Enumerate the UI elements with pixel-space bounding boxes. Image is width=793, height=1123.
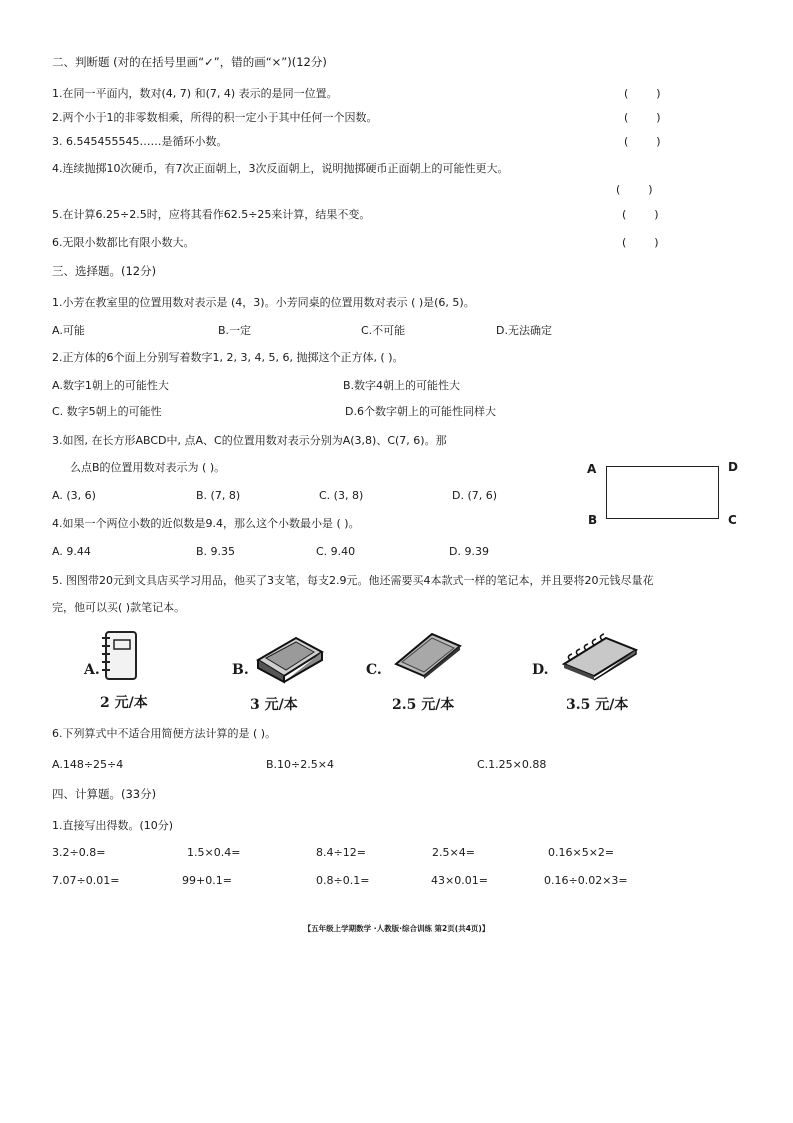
choice-q3-option-d[interactable]: D. (7, 6): [452, 489, 498, 502]
notebook-option-a-letter[interactable]: A.: [84, 662, 100, 678]
spiral-notebook-icon: [100, 630, 138, 682]
choice-q1: 1.小芳在教室里的位置用数对表示是 (4，3)。小芳同桌的位置用数对表示 ( )是(6, 5)。: [52, 296, 475, 309]
answer-paren[interactable]: ( ): [624, 111, 661, 124]
answer-paren[interactable]: ( ): [616, 183, 653, 196]
choice-q4-option-a[interactable]: A. 9.44: [52, 545, 91, 558]
judge-q3: 3. 6.545455545……是循环小数。: [52, 135, 228, 148]
judge-q5: 5.在计算6.25÷2.5时，应将其看作62.5÷25来计算，结果不变。: [52, 208, 371, 221]
section3-title: 三、选择题。(12分): [52, 264, 157, 278]
calc-item: 0.8÷0.1=: [316, 874, 370, 887]
choice-q4-option-b[interactable]: B. 9.35: [196, 545, 236, 558]
spiral-pad-icon: [560, 632, 640, 682]
answer-paren[interactable]: ( ): [622, 236, 659, 249]
binder-notebook-icon: [252, 634, 324, 684]
choice-q5-line1: 5. 图图带20元到文具店买学习用品，他买了3支笔，每支2.9元。他还需要买4本款式一样的笔记本，并且要将20元钱尽量花: [52, 574, 654, 587]
choice-q6-option-a[interactable]: A.148÷25÷4: [52, 758, 124, 771]
notebook-option-b-letter[interactable]: B.: [232, 662, 249, 678]
calc-item: 0.16÷0.02×3=: [544, 874, 628, 887]
calc-item: 99+0.1=: [182, 874, 232, 887]
choice-q4: 4.如果一个两位小数的近似数是9.4，那么这个小数最小是 ( )。: [52, 517, 360, 530]
notebook-price-a: 2 元/本: [100, 695, 148, 711]
judge-q1: 1.在同一平面内，数对(4, 7) 和(7, 4) 表示的是同一位置。: [52, 87, 338, 100]
notebook-price-d: 3.5 元/本: [566, 697, 629, 713]
judge-q6: 6.无限小数都比有限小数大。: [52, 236, 195, 249]
choice-q2-option-d[interactable]: D.6个数字朝上的可能性同样大: [345, 405, 496, 418]
answer-paren[interactable]: ( ): [624, 87, 661, 100]
calc-item: 2.5×4=: [432, 846, 475, 859]
calc-item: 3.2÷0.8=: [52, 846, 106, 859]
choice-q2-option-c[interactable]: C. 数字5朝上的可能性: [52, 405, 162, 418]
section2-title: 二、判断题 (对的在括号里画“✓”，错的画“×”)(12分): [52, 55, 327, 69]
choice-q3-option-b[interactable]: B. (7, 8): [196, 489, 241, 502]
choice-q3-option-a[interactable]: A. (3, 6): [52, 489, 96, 502]
judge-q2: 2.两个小于1的非零数相乘，所得的积一定小于其中任何一个因数。: [52, 111, 378, 124]
answer-paren[interactable]: ( ): [624, 135, 661, 148]
judge-q4: 4.连续抛掷10次硬币，有7次正面朝上，3次反面朝上，说明抛掷硬币正面朝上的可能性更大。: [52, 162, 509, 175]
calc-sub1: 1.直接写出得数。(10分): [52, 819, 174, 832]
choice-q6-option-c[interactable]: C.1.25×0.88: [477, 758, 547, 771]
notebook-price-c: 2.5 元/本: [392, 697, 455, 713]
choice-q1-option-d[interactable]: D.无法确定: [496, 324, 552, 337]
rectangle-abcd: [606, 466, 719, 519]
choice-q4-option-c[interactable]: C. 9.40: [316, 545, 356, 558]
choice-q1-option-b[interactable]: B.一定: [218, 324, 252, 337]
choice-q2-option-a[interactable]: A.数字1朝上的可能性大: [52, 379, 169, 392]
calc-item: 1.5×0.4=: [187, 846, 241, 859]
rect-label-c: C: [728, 513, 737, 527]
section4-title: 四、计算题。(33分): [52, 787, 157, 801]
rect-label-a: A: [587, 462, 597, 476]
choice-q6-option-b[interactable]: B.10÷2.5×4: [266, 758, 334, 771]
leather-notebook-icon: [392, 630, 464, 680]
answer-paren[interactable]: ( ): [622, 208, 659, 221]
choice-q3-line2: 么点B的位置用数对表示为 ( )。: [70, 461, 226, 474]
rect-label-b: B: [588, 513, 598, 527]
rect-label-d: D: [728, 460, 738, 474]
calc-item: 8.4÷12=: [316, 846, 366, 859]
choice-q2-option-b[interactable]: B.数字4朝上的可能性大: [343, 379, 461, 392]
calc-item: 43×0.01=: [431, 874, 488, 887]
choice-q1-option-c[interactable]: C.不可能: [361, 324, 406, 337]
choice-q6: 6.下列算式中不适合用简便方法计算的是 ( )。: [52, 727, 277, 740]
calc-item: 0.16×5×2=: [548, 846, 615, 859]
notebook-option-c-letter[interactable]: C.: [366, 662, 382, 678]
choice-q4-option-d[interactable]: D. 9.39: [449, 545, 489, 558]
choice-q5-line2: 完，他可以买( )款笔记本。: [52, 601, 186, 614]
choice-q2: 2.正方体的6个面上分别写着数字1, 2, 3, 4, 5, 6, 抛掷这个正方体, ( )。: [52, 351, 404, 364]
choice-q1-option-a[interactable]: A.可能: [52, 324, 85, 337]
notebook-price-b: 3 元/本: [250, 697, 298, 713]
page-footer: 【五年级上学期数学 ·人教版·综合训练 第2页(共4页)】: [303, 924, 490, 933]
choice-q3-line1: 3.如图, 在长方形ABCD中, 点A、C的位置用数对表示分别为A(3,8)、C(7, 6)。那: [52, 434, 447, 447]
choice-q3-option-c[interactable]: C. (3, 8): [319, 489, 364, 502]
calc-item: 7.07÷0.01=: [52, 874, 120, 887]
notebook-option-d-letter[interactable]: D.: [532, 662, 549, 678]
